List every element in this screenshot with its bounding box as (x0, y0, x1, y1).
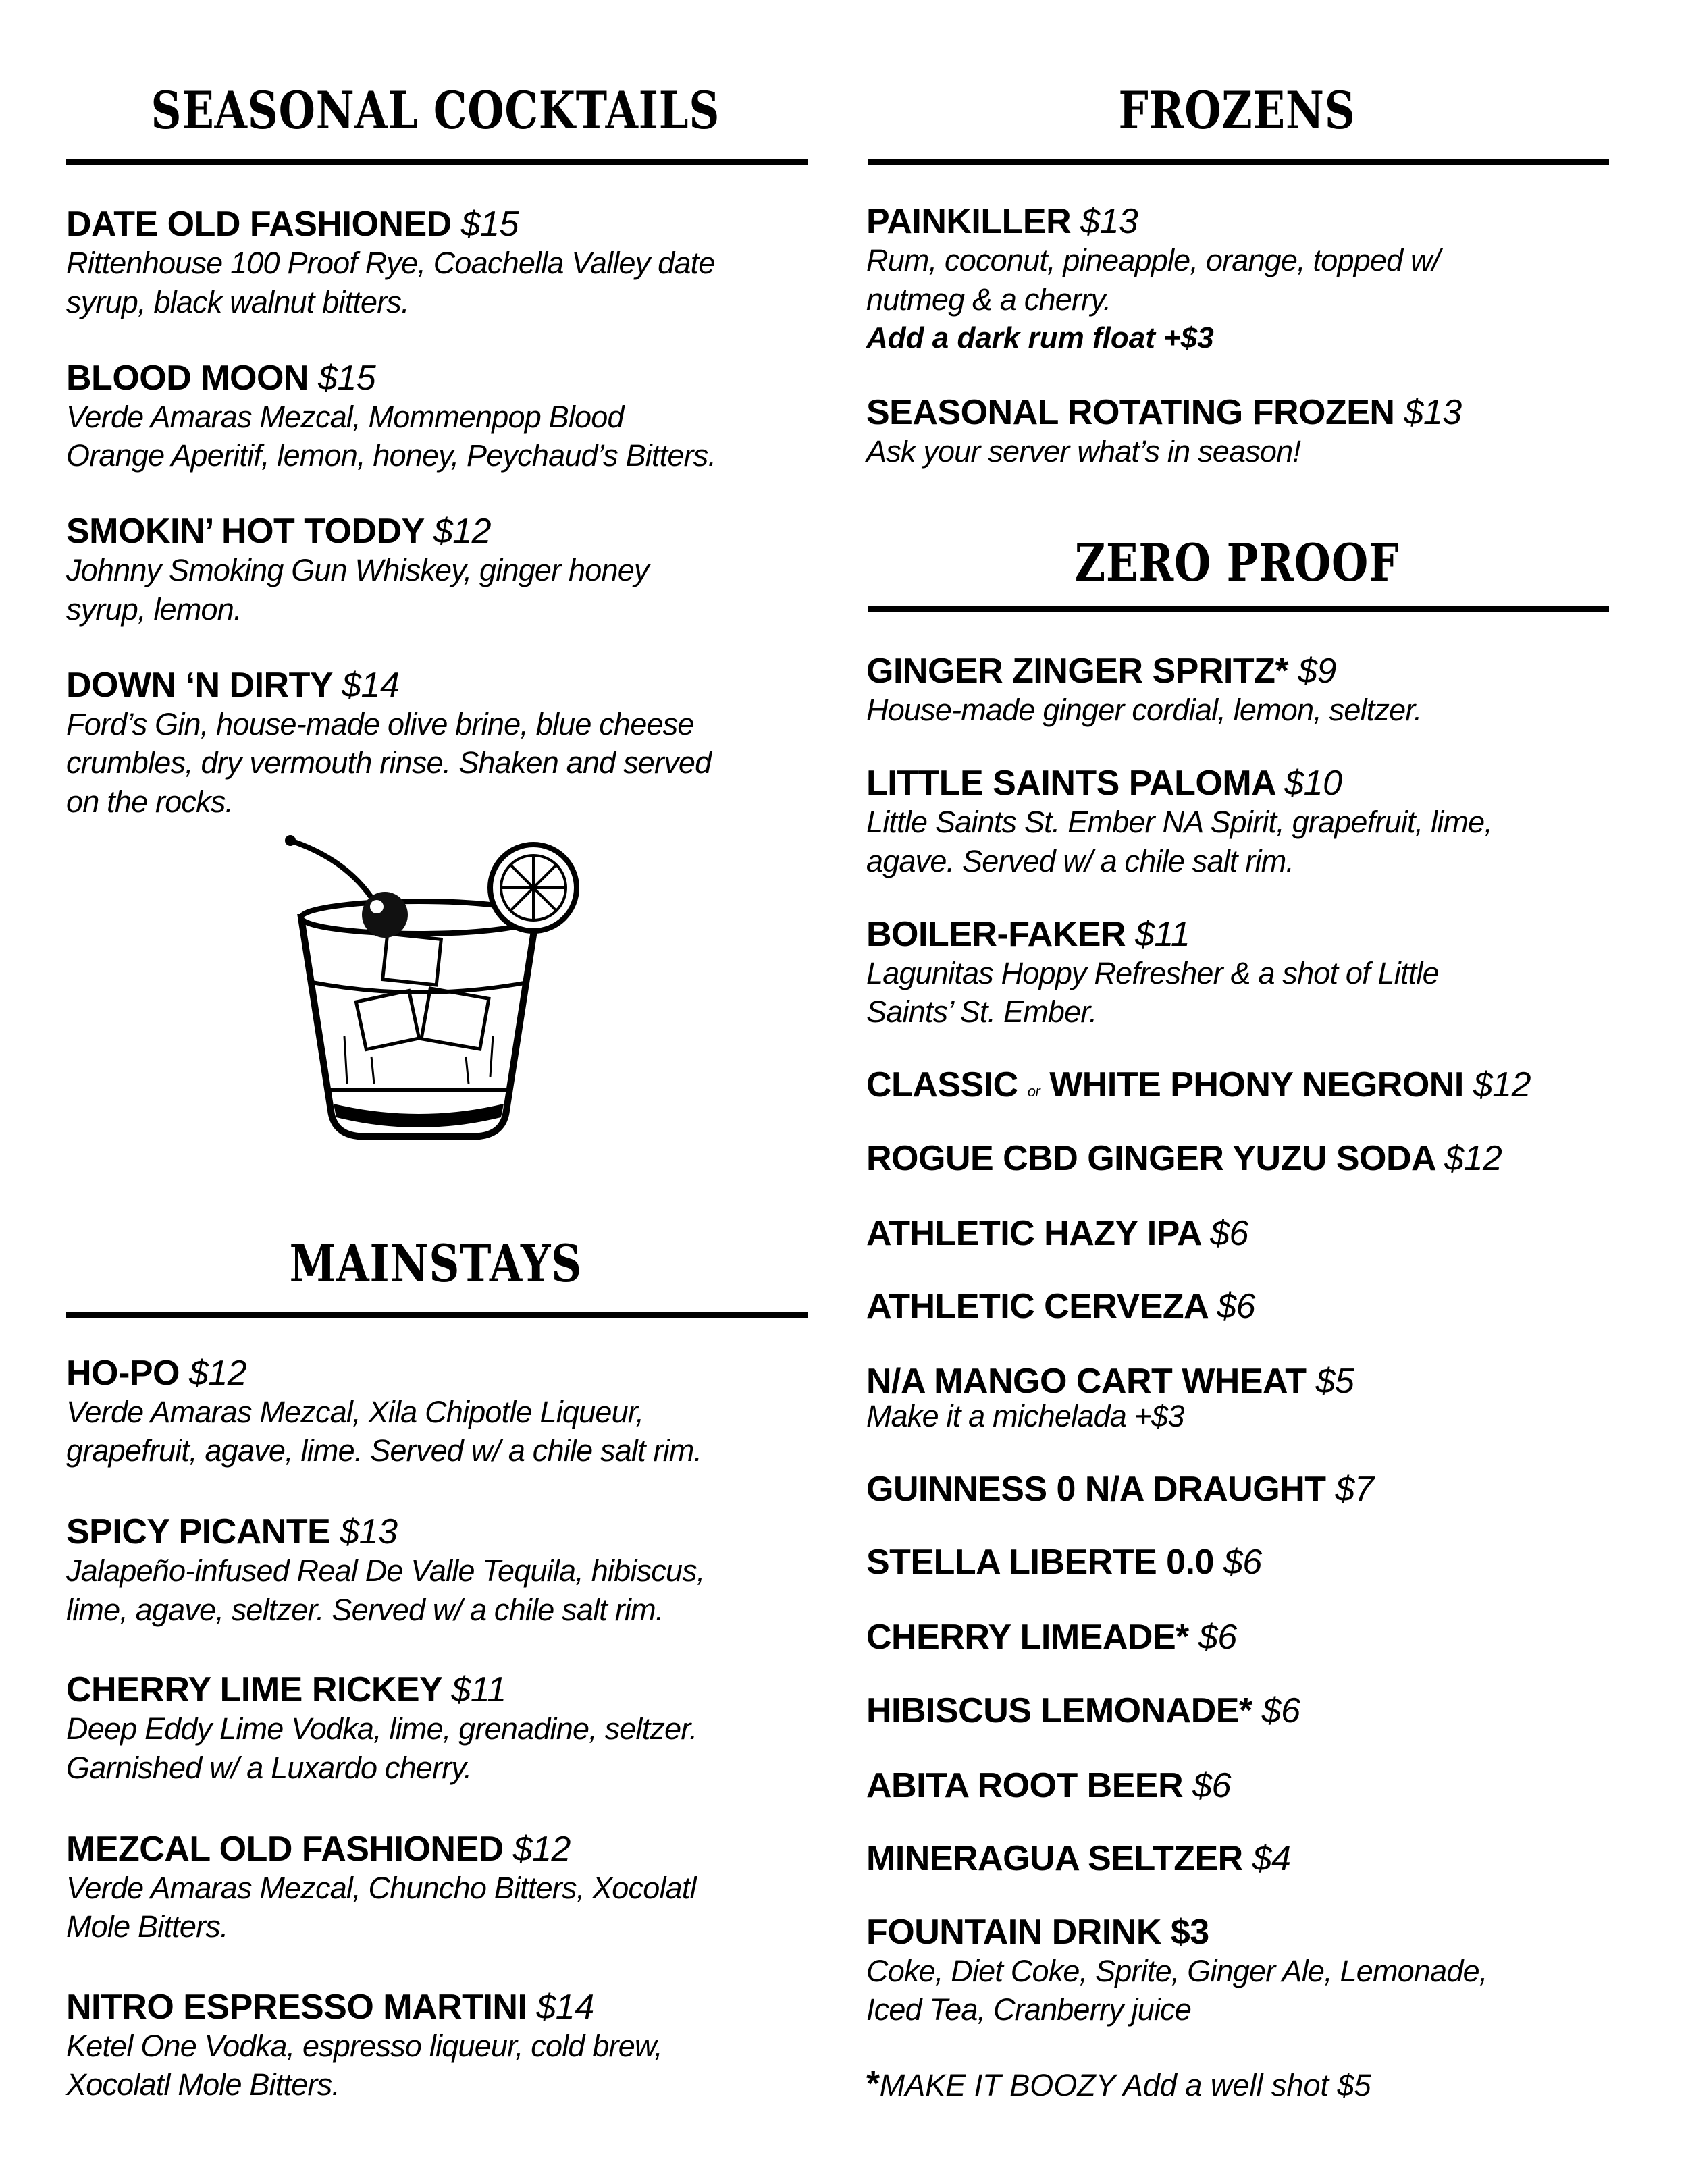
item-price: $6 (1223, 1543, 1262, 1582)
item-title (866, 1691, 1623, 1730)
item-description: Orange Aperitif, lemon, honey, Peychaud’s Bitters. (66, 438, 716, 473)
menu-item (66, 1512, 822, 1629)
item-title (866, 1766, 1623, 1805)
item-name: NITRO ESPRESSO MARTINI (66, 1987, 527, 2027)
item-name: HO-PO (66, 1353, 180, 1393)
menu-item (866, 393, 1623, 471)
item-name: MINERAGUA SELTZER (866, 1839, 1243, 1879)
menu-item (866, 1139, 1623, 1178)
item-title (866, 1065, 1623, 1111)
item-title (866, 1287, 1623, 1326)
item-title (66, 1354, 822, 1393)
item-title (866, 1618, 1623, 1657)
item-price: $4 (1252, 1839, 1291, 1879)
item-name: ABITA ROOT BEER (866, 1765, 1184, 1805)
section-heading-mainstays: MAINSTAYS (289, 1233, 582, 1294)
item-description: Rittenhouse 100 Proof Rye, Coachella Valley date (66, 246, 715, 281)
menu-item (866, 1913, 1623, 2029)
item-title (66, 205, 822, 244)
item-name: HIBISCUS LEMONADE* (866, 1690, 1252, 1730)
item-price: $13 (1080, 202, 1138, 241)
item-price: $14 (342, 665, 400, 705)
item-name: CHERRY LIMEADE* (866, 1618, 1189, 1657)
item-title (866, 1470, 1623, 1509)
item-price: $15 (460, 205, 519, 244)
section-divider (66, 159, 808, 165)
cocktail-glass-icon (277, 834, 601, 1158)
item-price: $12 (512, 1829, 571, 1869)
item-description: on the rocks. (66, 784, 234, 819)
item-price: $12 (433, 512, 492, 552)
menu-item (866, 764, 1623, 880)
item-price: $12 (1444, 1138, 1502, 1178)
item-description: Mole Bitters. (66, 1909, 228, 1944)
item-description: Coke, Diet Coke, Sprite, Ginger Ale, Lemonade, (866, 1953, 1487, 1988)
item-description: Make it a michelada +$3 (866, 1398, 1184, 1433)
item-price: $11 (1134, 914, 1190, 954)
item-or: or (1027, 1083, 1040, 1100)
item-name: DOWN ‘N DIRTY (66, 665, 333, 705)
item-name: GUINNESS 0 N/A DRAUGHT (866, 1469, 1326, 1509)
item-description: syrup, black walnut bitters. (66, 284, 409, 319)
item-name: CHERRY LIME RICKEY (66, 1670, 442, 1710)
item-description: Lagunitas Hoppy Refresher & a shot of Little (866, 955, 1439, 990)
item-name: CLASSIC (866, 1065, 1018, 1105)
item-description: syrup, lemon. (66, 591, 242, 627)
item-description: nutmeg & a cherry. (866, 282, 1111, 317)
menu-item (66, 205, 822, 321)
item-description: Saints’ St. Ember. (866, 994, 1097, 1030)
item-price: $6 (1198, 1618, 1237, 1657)
item-description: Verde Amaras Mezcal, Chuncho Bitters, Xocolatl (66, 1870, 696, 1905)
menu-item (866, 1766, 1623, 1805)
item-description: Ford’s Gin, house-made olive brine, blue cheese (66, 706, 694, 741)
item-description: grapefruit, agave, lime. Served w/ a chile salt rim. (66, 1433, 702, 1468)
menu-item (866, 1065, 1623, 1111)
section-divider (868, 606, 1609, 612)
section-divider (868, 159, 1609, 165)
item-name: GINGER ZINGER SPRITZ* (866, 651, 1289, 691)
item-description: crumbles, dry vermouth rinse. Shaken and served (66, 745, 712, 780)
item-price: $10 (1284, 764, 1342, 803)
item-price: $12 (1473, 1065, 1531, 1105)
item-title (866, 1839, 1623, 1878)
item-price: $14 (536, 1987, 594, 2027)
item-title (866, 1543, 1623, 1582)
item-name: PAINKILLER (866, 202, 1072, 241)
item-description: Ask your server what’s in season! (866, 433, 1301, 469)
item-title (866, 1139, 1623, 1178)
item-price: $6 (1192, 1765, 1231, 1805)
item-name: SEASONAL ROTATING FROZEN (866, 392, 1395, 432)
item-description: Iced Tea, Cranberry juice (866, 1992, 1192, 2027)
menu-item (66, 512, 822, 629)
item-description: Verde Amaras Mezcal, Mommenpop Blood (66, 399, 624, 434)
item-title (66, 1512, 822, 1551)
item-title (866, 1913, 1623, 1952)
item-name: SPICY PICANTE (66, 1512, 331, 1552)
item-description: agave. Served w/ a chile salt rim. (866, 843, 1294, 878)
item-name: BLOOD MOON (66, 358, 309, 398)
item-description: Johnny Smoking Gun Whiskey, ginger honey (66, 553, 649, 588)
section-heading-seasonal: SEASONAL COCKTAILS (151, 80, 720, 140)
menu-item (66, 1988, 822, 2104)
item-title (866, 393, 1623, 432)
item-title (866, 764, 1623, 803)
section-heading-zero-proof: ZERO PROOF (1074, 533, 1400, 593)
item-description: Garnished w/ a Luxardo cherry. (66, 1750, 472, 1785)
item-name-alt: WHITE PHONY NEGRONI (1049, 1065, 1464, 1105)
item-price: $13 (1404, 392, 1462, 432)
item-description: Ketel One Vodka, espresso liqueur, cold brew, (66, 2028, 662, 2063)
item-title (866, 651, 1623, 691)
menu-item (866, 1470, 1623, 1509)
item-price: $9 (1298, 651, 1336, 691)
item-name: ATHLETIC CERVEZA (866, 1287, 1208, 1327)
item-price: $7 (1335, 1469, 1374, 1509)
menu-item (866, 1691, 1623, 1730)
footnote: *MAKE IT BOOZY Add a well shot $5 (866, 2065, 1371, 2104)
item-description: Jalapeño-infused Real De Valle Tequila, hibiscus, (66, 1553, 705, 1589)
section-divider (66, 1312, 808, 1318)
item-title (866, 202, 1623, 241)
item-description: Xocolatl Mole Bitters. (66, 2067, 340, 2102)
section-heading-frozens: FROZENS (1118, 80, 1356, 140)
item-price: $15 (317, 358, 376, 398)
item-name: BOILER-FAKER (866, 914, 1126, 954)
item-description: Deep Eddy Lime Vodka, lime, grenadine, seltzer. (66, 1711, 697, 1747)
item-title (866, 1214, 1623, 1253)
item-title (66, 1830, 822, 1869)
item-title (66, 358, 822, 398)
menu-item (866, 1214, 1623, 1253)
item-price: $11 (451, 1670, 506, 1710)
item-name: ATHLETIC HAZY IPA (866, 1213, 1201, 1253)
item-price: $12 (188, 1353, 247, 1393)
menu-item (66, 358, 822, 475)
item-title (66, 512, 822, 551)
item-price: $5 (1315, 1361, 1354, 1401)
item-title (66, 1988, 822, 2027)
menu-item (66, 1670, 822, 1787)
item-price: $6 (1210, 1213, 1248, 1253)
menu-item (866, 1543, 1623, 1582)
item-description: House-made ginger cordial, lemon, seltzer. (866, 693, 1422, 728)
item-title (66, 1670, 822, 1709)
item-addon: Add a dark rum float +$3 (866, 321, 1214, 354)
menu-item (866, 1618, 1623, 1657)
item-title (866, 915, 1623, 954)
item-name: SMOKIN’ HOT TODDY (66, 512, 424, 552)
menu-item (866, 202, 1623, 358)
item-price: $6 (1261, 1690, 1300, 1730)
item-price: $6 (1217, 1287, 1256, 1327)
item-name: DATE OLD FASHIONED (66, 205, 452, 244)
menu-item (866, 1839, 1623, 1878)
item-description: Rum, coconut, pineapple, orange, topped w/ (866, 243, 1440, 277)
menu-item (866, 1287, 1623, 1326)
item-description: lime, agave, seltzer. Served w/ a chile salt rim. (66, 1592, 664, 1627)
menu-item (866, 915, 1623, 1032)
item-description: Verde Amaras Mezcal, Xila Chipotle Liqueur, (66, 1394, 644, 1429)
menu-item (66, 1354, 822, 1470)
item-name: MEZCAL OLD FASHIONED (66, 1829, 504, 1869)
item-name: LITTLE SAINTS PALOMA (866, 764, 1275, 803)
item-name: ROGUE CBD GINGER YUZU SODA (866, 1138, 1435, 1178)
item-name: N/A MANGO CART WHEAT (866, 1361, 1307, 1401)
item-description: Little Saints St. Ember NA Spirit, grapefruit, lime, (866, 805, 1493, 840)
menu-item (66, 666, 822, 822)
item-price: $13 (340, 1512, 398, 1552)
item-name: STELLA LIBERTE 0.0 (866, 1543, 1214, 1582)
item-title (66, 666, 822, 705)
item-name: FOUNTAIN DRINK $3 (866, 1912, 1209, 1952)
menu-item (866, 651, 1623, 730)
menu-item (866, 1362, 1623, 1432)
item-title (866, 1362, 1623, 1401)
menu-item (66, 1830, 822, 1946)
